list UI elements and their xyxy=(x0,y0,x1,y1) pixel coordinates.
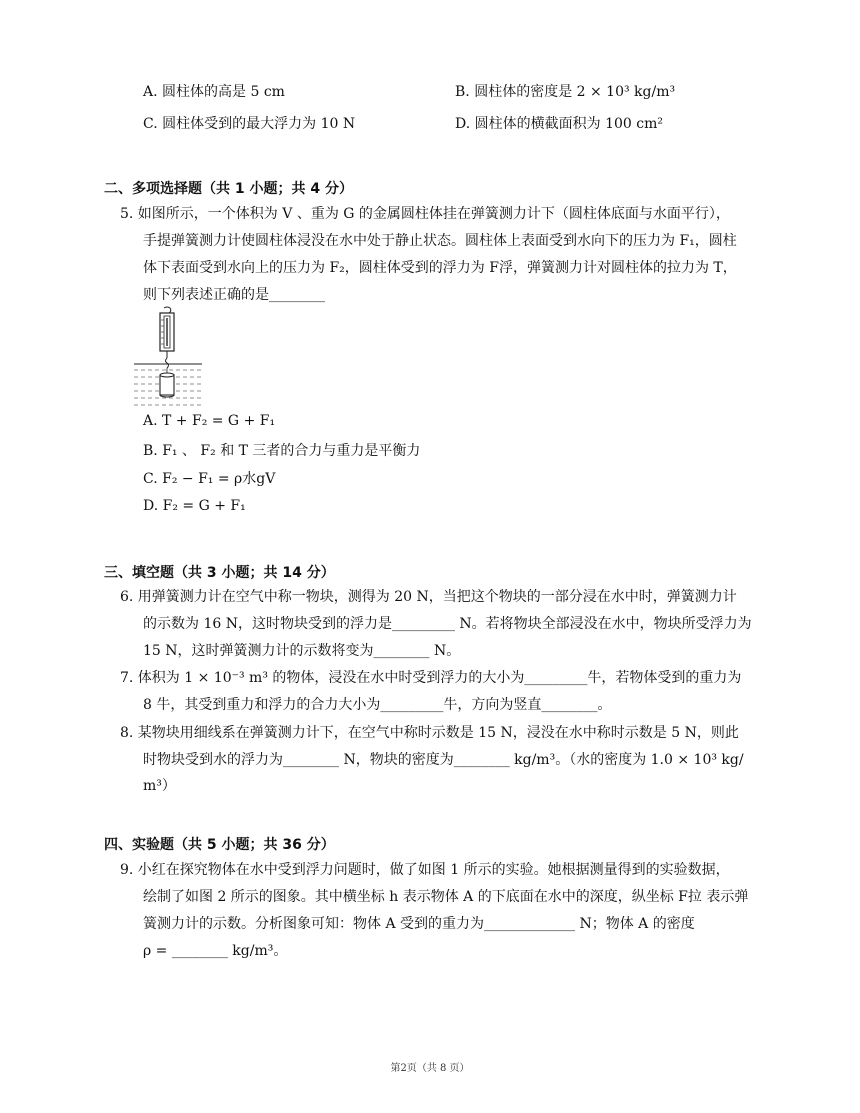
q4-option-b: B. 圆柱体的密度是 2 × 10³ kg/m³ xyxy=(455,84,676,100)
q4-option-c: C. 圆柱体受到的最大浮力为 10 N xyxy=(143,116,356,132)
q5-option-a: A. T + F₂ = G + F₁ xyxy=(143,413,276,429)
q6-line-3: 15 N，这时弹簧测力计的示数将变为________ N。 xyxy=(143,643,461,659)
q5-line-1: 5. 如图所示，一个体积为 V 、重为 G 的金属圆柱体挂在弹簧测力计下（圆柱体底面与水面平行）， xyxy=(120,206,730,222)
page-footer: 第2页（共 8 页） xyxy=(390,1063,470,1074)
q7-line-2: 8 牛，其受到重力和浮力的合力大小为_________牛，方向为竖直________。 xyxy=(143,697,612,713)
section-title-multiple-choice: 二、多项选择题（共 1 小题；共 4 分） xyxy=(104,181,353,197)
q9-line-1: 9. 小红在探究物体在水中受到浮力问题时，做了如图 1 所示的实验。她根据测量得到的实验数据， xyxy=(120,862,730,878)
q5-option-c: C. F₂ − F₁ = ρ水gV xyxy=(143,471,276,487)
section-title-experiment: 四、实验题（共 5 小题；共 36 分） xyxy=(104,837,335,853)
q8-line-1: 8. 某物块用细线系在弹簧测力计下，在空气中称时示数是 15 N，浸没在水中称时示数是 5 N，则此 xyxy=(120,725,739,741)
q5-line-2: 手提弹簧测力计使圆柱体浸没在水中处于静止状态。圆柱体上表面受到水向下的压力为 F₁，圆柱 xyxy=(143,233,737,249)
q7-line-1: 7. 体积为 1 × 10⁻³ m³ 的物体，浸没在水中时受到浮力的大小为_________牛，若物体受到的重力为 xyxy=(120,670,742,686)
q9-line-2: 绘制了如图 2 所示的图象。其中横坐标 h 表示物体 A 的下底面在水中的深度，纵坐标 F拉 表示弹 xyxy=(143,889,749,905)
q6-line-1: 6. 用弹簧测力计在空气中称一物块，测得为 20 N，当把这个物块的一部分浸在水中时，弹簧测力计 xyxy=(120,589,737,605)
q4-option-d: D. 圆柱体的横截面积为 100 cm² xyxy=(455,116,663,132)
section-title-fill-in: 三、填空题（共 3 小题；共 14 分） xyxy=(104,565,335,581)
q8-line-2: 时物块受到水的浮力为________ N，物块的密度为________ kg/m³。（水的密度为 1.0 × 10³ kg/ xyxy=(143,752,744,768)
q6-line-2: 的示数为 16 N，这时物块受到的浮力是_________ N。若将物块全部浸没在水中，物块所受浮力为 xyxy=(143,616,752,632)
spring-scale-figure xyxy=(134,306,204,408)
q4-option-a: A. 圆柱体的高是 5 cm xyxy=(143,84,285,100)
q5-line-4: 则下列表述正确的是________ xyxy=(143,287,325,303)
q5-line-3: 体下表面受到水向上的压力为 F₂，圆柱体受到的浮力为 F浮，弹簧测力计对圆柱体的拉力为 T， xyxy=(143,260,737,276)
q5-option-d: D. F₂ = G + F₁ xyxy=(143,498,246,514)
q5-option-b: B. F₁ 、 F₂ 和 T 三者的合力与重力是平衡力 xyxy=(143,443,421,459)
q8-line-3: m³） xyxy=(143,778,176,794)
q9-line-3: 簧测力计的示数。分析图象可知：物体 A 受到的重力为_____________ N；物体 A 的密度 xyxy=(143,916,695,932)
q9-line-4: ρ = ________ kg/m³。 xyxy=(143,943,288,959)
